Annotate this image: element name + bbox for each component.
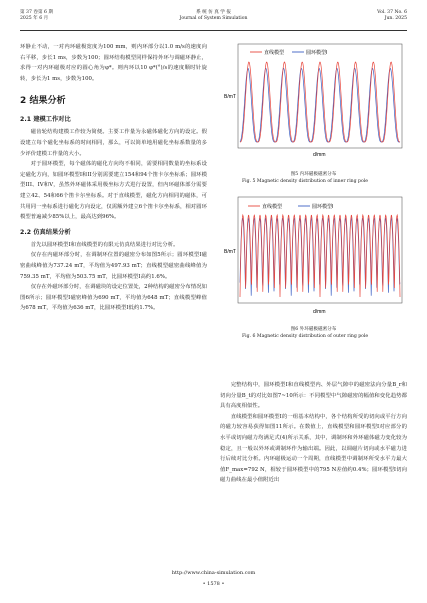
left-column xyxy=(20,42,207,314)
subsection-heading: 2.2 仿真结果分析 xyxy=(20,228,71,236)
fig6-legend-ring: 圆环模型I xyxy=(312,204,334,210)
section-heading: 2 结果分析 xyxy=(20,96,66,107)
right-column xyxy=(220,380,407,486)
paragraph: 仅存在内磁环部分时，在调制环位置的磁密分布如图5所示；圆环模型I磁密曲线峰值为737.24 mT，平均值为497.93 mT；直线模型磁密曲线峰值为759.35 mT，平均值为503.75 mT，比圆环模型I高约1.6%。 xyxy=(20,252,207,280)
journal-issue: Vol. 37 No. 6 Jun. 2025 xyxy=(377,10,407,21)
paragraph: 对于圆环模型，每个磁体的磁化方向均不相同，需要相同数量的坐标系设定磁化方向，如圆环模型I和II分别需要建立154和94个笛卡尔坐标系；圆环模型III、IV和V，虽然外环磁体采用极坐标方式进行设置，但内环磁体部分需要建立42、54和66个笛卡尔坐标系。对于直线模型，磁化方向相同的磁体，可共用同一坐标系进行磁化方向设定，仅需额外建立6个笛卡尔坐标系，相对圆环模型普遍减少85%以上，最高达到96%。 xyxy=(20,161,207,221)
page-number: • 1578 • xyxy=(202,581,225,587)
fig5-chart xyxy=(220,40,407,168)
fig6-caption-zh: 图6 外环磁极磁密分布 xyxy=(290,327,337,332)
fig6-chart xyxy=(220,193,407,323)
fig5-legend-ring: 圆环模型I xyxy=(306,50,328,56)
fig5-ylabel: B/mT xyxy=(224,94,236,100)
fig5-series-ring xyxy=(240,68,400,142)
journal-volume: 第 37 卷第 6 期 2025 年 6 月 xyxy=(20,10,53,21)
fig5-caption-en: Fig. 5 Magnetic density distribution of inner ring pole xyxy=(242,178,368,184)
fig6-series-linear xyxy=(240,215,400,297)
figure-5 xyxy=(220,40,407,185)
journal-title: 系 统 仿 真 学 报 Journal of System Simulation xyxy=(179,10,248,21)
fig6-caption-en: Fig. 6 Magnetic density distribution of outer ring pole xyxy=(242,333,369,339)
figure-6 xyxy=(220,193,407,340)
fig6-ylabel: B/mT xyxy=(224,249,236,255)
fig6-legend-linear: 直线模型 xyxy=(262,204,283,210)
paragraph: 首先以圆环模型I和直线模型的有限元仿真结果进行对比分析。 xyxy=(30,241,179,248)
subsection-heading: 2.1 建模工作对比 xyxy=(20,116,71,124)
paragraph: 环静止不动，一对内环磁极宽度为100 mm，则内环部分以1.0 m/s的速度向右平移，步长1 ms，步数为100；圆环结构模型同样保持外环与调磁环静止，求得一对内环磁极对应的圆心角为φ*。则内环以10 φ*(°)/s的速度顺时针旋转，步长为1 ms，步数为100。 xyxy=(20,44,207,82)
paragraph: 仅存在外磁环部分时，在调磁块的设定位置处，2种结构的磁密分布情况如图6所示；圆环模型I磁密峰值为690 mT，平均值为648 mT；直线模型峰值为678 mT，平均值为636 mT，比圆环模型I低约1.7%。 xyxy=(20,284,207,312)
fig5-caption-zh: 图5 内环磁极磁密分布 xyxy=(290,172,337,177)
fig5-legend-linear: 直线模型 xyxy=(264,50,285,56)
paragraph: 磁齿轮结构建模工作较为简便。主要工作量为永磁体磁化方向的设定。假设建立每个磁化坐标系的时间相同，那么，可以简单地用磁化坐标系数量的多少评价建模工作量的大小。 xyxy=(20,129,207,157)
footer-url: http://www.china-simulation.com xyxy=(171,570,256,576)
paragraph: 直线模型和圆环模型I的一组基本结构中，各个结构所受的切向或平行方向的磁力较容易获得如图11所示。在数值上，直线模型和圆环模型I对应部分的水平或切向磁力均满足式(4)所示关系，其中，调制环和外环磁体磁力变化较为稳定，且一般以外环或调制环作为输出端。因此，以调磁片切向或水平磁力进行后续对比分析。内环磁极运动一个周期，直线模型中调制环所受水平力最大值F_max=792 N，相较于圆环模型中的795 N差值约0.4%；圆环模型I切向磁力曲线在最小值附近出 xyxy=(220,413,407,484)
page-header xyxy=(20,8,407,31)
fig6-xlabel: d/mm xyxy=(313,309,326,315)
fig5-xlabel: d/mm xyxy=(313,152,326,158)
paragraph: 完整结构中，圆环模型I和直线模型内、外层气隙中的磁密法向分量B_r和切向分量B_t的对比如图7~10所示：不同模型中气隙磁密的幅值和变化趋势都具有高度相似性。 xyxy=(220,382,407,410)
